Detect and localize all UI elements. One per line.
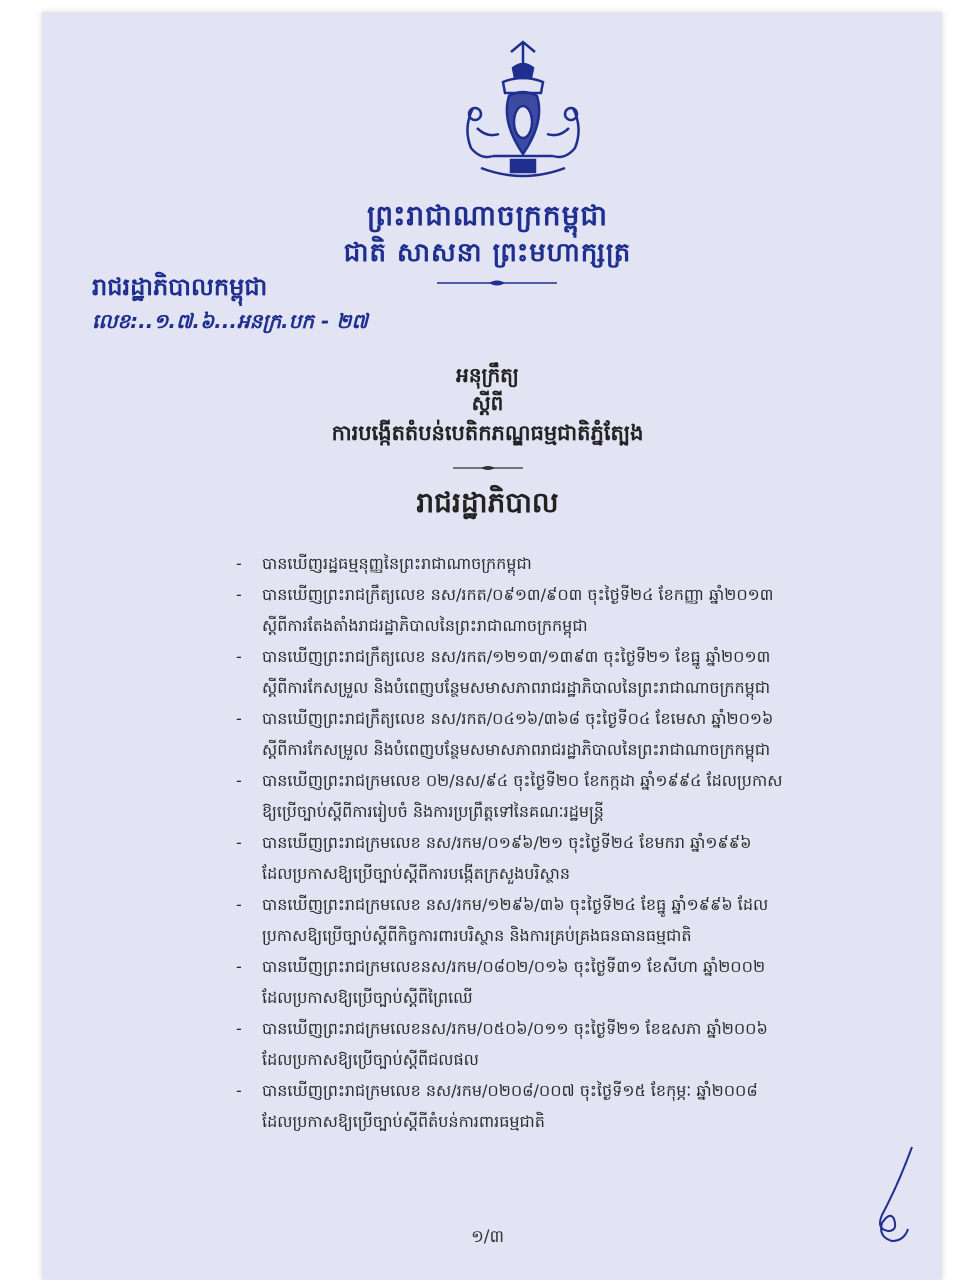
list-item: - បានឃើញព្រះរាជក្រមលេខ នស/រកម/០២០៨/០០៧ ចុះថ្ងៃទី១៥ ខែកុម្ភៈ ឆ្នាំ២០០៨ ដែលប្រកាសឱ្យប្រើច្បាប់ស្ដីពីតំបន់ការពារធម្មជាតិ	[236, 1081, 758, 1131]
list-item: - បានឃើញព្រះរាជក្រឹត្យលេខ នស/រកត/០៤១៦/៣៦៨ ចុះថ្ងៃទី០៤ ខែមេសា ឆ្នាំ២០១៦ ស្ដីពីការកែសម្រួល និងបំពេញបន្ថែមសមាសភាពរាជរដ្ឋាភិបាលនៃព្រះរាជាណាចក្រកម្ពុជា	[236, 709, 774, 759]
signature-icon	[868, 1145, 928, 1245]
list-item: - បានឃើញព្រះរាជក្រមលេខនស/រកម/០៨០២/០១៦ ចុះថ្ងៃទី៣១ ខែសីហា ឆ្នាំ២០០២ ដែលប្រកាសឱ្យប្រើច្បាប់ស្ដីពីព្រៃឈើ	[236, 957, 766, 1007]
list-item: - បានឃើញព្រះរាជក្រមលេខ នស/រកម/០១៩៦/២១ ចុះថ្ងៃទី២៤ ខែមករា ឆ្នាំ១៩៩៦ ដែលប្រកាសឱ្យប្រើច្បាប់ស្ដីពីការបង្កើតក្រសួងបរិស្ថាន	[236, 833, 752, 883]
kingdom-title: ព្រះរាជាណាចក្រកម្ពុជា	[366, 199, 608, 232]
royal-emblem-icon	[453, 38, 593, 188]
list-item: - បានឃើញរដ្ឋធម្មនុញ្ញនៃព្រះរាជាណាចក្រកម្ពុជា	[236, 554, 532, 573]
list-item: - បានឃើញព្រះរាជក្រឹត្យលេខ នស/រកត/០៩១៣/៩០៣ ចុះថ្ងៃទី២៤ ខែកញ្ញា ឆ្នាំ២០១៣ ស្ដីពីការតែងតាំងរាជរដ្ឋាភិបាលនៃព្រះរាជាណាចក្រកម្ពុជា	[236, 585, 774, 635]
issuer-name: រាជរដ្ឋាភិបាលកម្ពុជា	[92, 273, 268, 301]
ornament-divider-icon	[437, 278, 557, 288]
reference-number: លេខ:..១.៧.៦...អនក្រ.បក - ២៧	[92, 309, 368, 333]
list-item: - បានឃើញព្រះរាជក្រមលេខនស/រកម/០៥០៦/០១១ ចុះថ្ងៃទី២១ ខែឧសភា ឆ្នាំ២០០៦ ដែលប្រកាសឱ្យប្រើច្បាប់ស្ដីពីជលផល	[236, 1019, 768, 1069]
page-number: ១/៣	[470, 1227, 505, 1247]
list-item: - បានឃើញព្រះរាជក្រឹត្យលេខ នស/រកត/១២១៣/១៣៩៣ ចុះថ្ងៃទី២១ ខែធ្នូ ឆ្នាំ២០១៣ ស្ដីពីការកែសម្រួល និងបំពេញបន្ថែមសមាសភាពរាជរដ្ឋាភិបាលនៃព្រះរាជាណាចក្រកម្ពុជា	[236, 647, 771, 697]
citation-list	[236, 548, 866, 1137]
list-item: - បានឃើញព្រះរាជក្រមលេខ នស/រកម/១២៩៦/៣៦ ចុះថ្ងៃទី២៤ ខែធ្នូ ឆ្នាំ១៩៩៦ ដែល ប្រកាសឱ្យប្រើច្បាប់ស្ដីពីកិច្ចការពារបរិស្ថាន និងការគ្រប់គ្រងធនធានធម្មជាតិ	[236, 895, 769, 945]
doc-about: ស្ដីពី	[471, 391, 504, 415]
kingdom-motto: ជាតិ សាសនា ព្រះមហាក្សត្រ	[343, 238, 632, 268]
section-heading: រាជរដ្ឋាភិបាល	[416, 486, 559, 519]
list-item: - បានឃើញព្រះរាជក្រមលេខ ០២/នស/៩៤ ចុះថ្ងៃទី២០ ខែកក្កដា ឆ្នាំ១៩៩៤ ដែលប្រកាស ឱ្យប្រើច្បាប់ស្ដីពីការរៀបចំ និងការប្រព្រឹត្តទៅនៃគណៈរដ្ឋមន្ត្រី	[236, 771, 783, 821]
doc-type: អនុក្រឹត្យ	[456, 363, 519, 387]
doc-subject: ការបង្កើតតំបន់បេតិកភណ្ឌធម្មជាតិភ្នំត្បែង	[331, 421, 644, 445]
ornament-divider-icon	[453, 463, 523, 473]
